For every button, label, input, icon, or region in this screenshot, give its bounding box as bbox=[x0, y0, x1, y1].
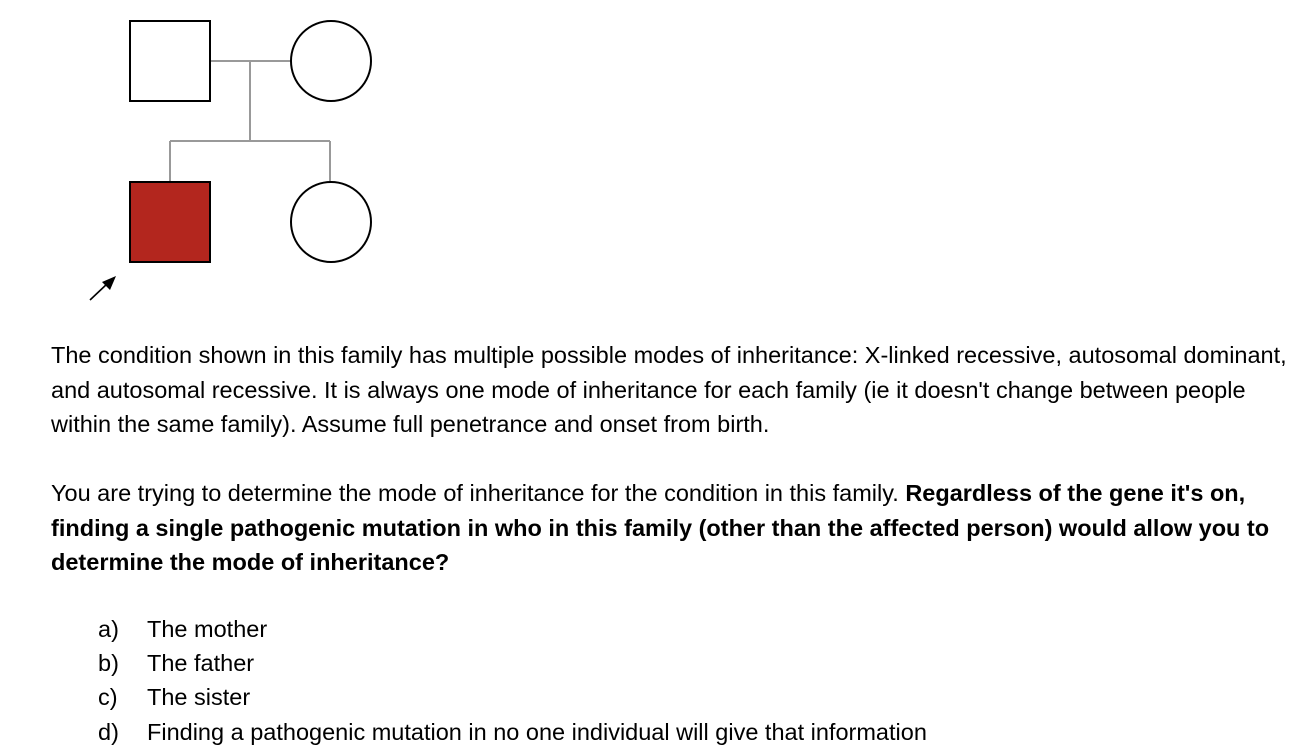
question-paragraph-1: The condition shown in this family has multiple possible modes of inheritance: X-linked recessive, autosomal dominant, and autosomal recessive. It is always one mode of inheritance for each family (ie it doesn't change between people within the same family). Assume full penetrance and onset from birth. bbox=[51, 342, 1287, 437]
proband-square-affected bbox=[130, 182, 210, 262]
sister-circle bbox=[291, 182, 371, 262]
option-a[interactable] bbox=[98, 612, 927, 646]
option-c[interactable] bbox=[98, 680, 927, 714]
option-letter: c) bbox=[98, 684, 118, 711]
option-letter: b) bbox=[98, 650, 119, 677]
question-bold-text: Regardless of the gene it's on, finding a single pathogenic mutation in who in this family (other than the affected person) would allow you to determine the mode of inheritance? bbox=[51, 480, 1270, 575]
mother-circle bbox=[291, 21, 371, 101]
father-square bbox=[130, 21, 210, 101]
option-d[interactable] bbox=[98, 715, 927, 749]
option-letter: d) bbox=[98, 718, 119, 745]
option-text: The sister bbox=[147, 684, 251, 711]
option-text: Finding a pathogenic mutation in no one individual will give that information bbox=[147, 718, 927, 745]
answer-options bbox=[98, 612, 927, 749]
question-paragraph-2 bbox=[51, 476, 1291, 580]
option-letter: a) bbox=[98, 616, 119, 642]
pedigree-diagram bbox=[0, 0, 420, 320]
question-intro-text: You are trying to determine the mode of inheritance for the condition in this family. bbox=[51, 480, 906, 506]
option-text: The father bbox=[147, 650, 255, 677]
option-text: The mother bbox=[147, 616, 268, 642]
option-b[interactable] bbox=[98, 646, 927, 680]
proband-arrow-icon bbox=[90, 276, 116, 300]
